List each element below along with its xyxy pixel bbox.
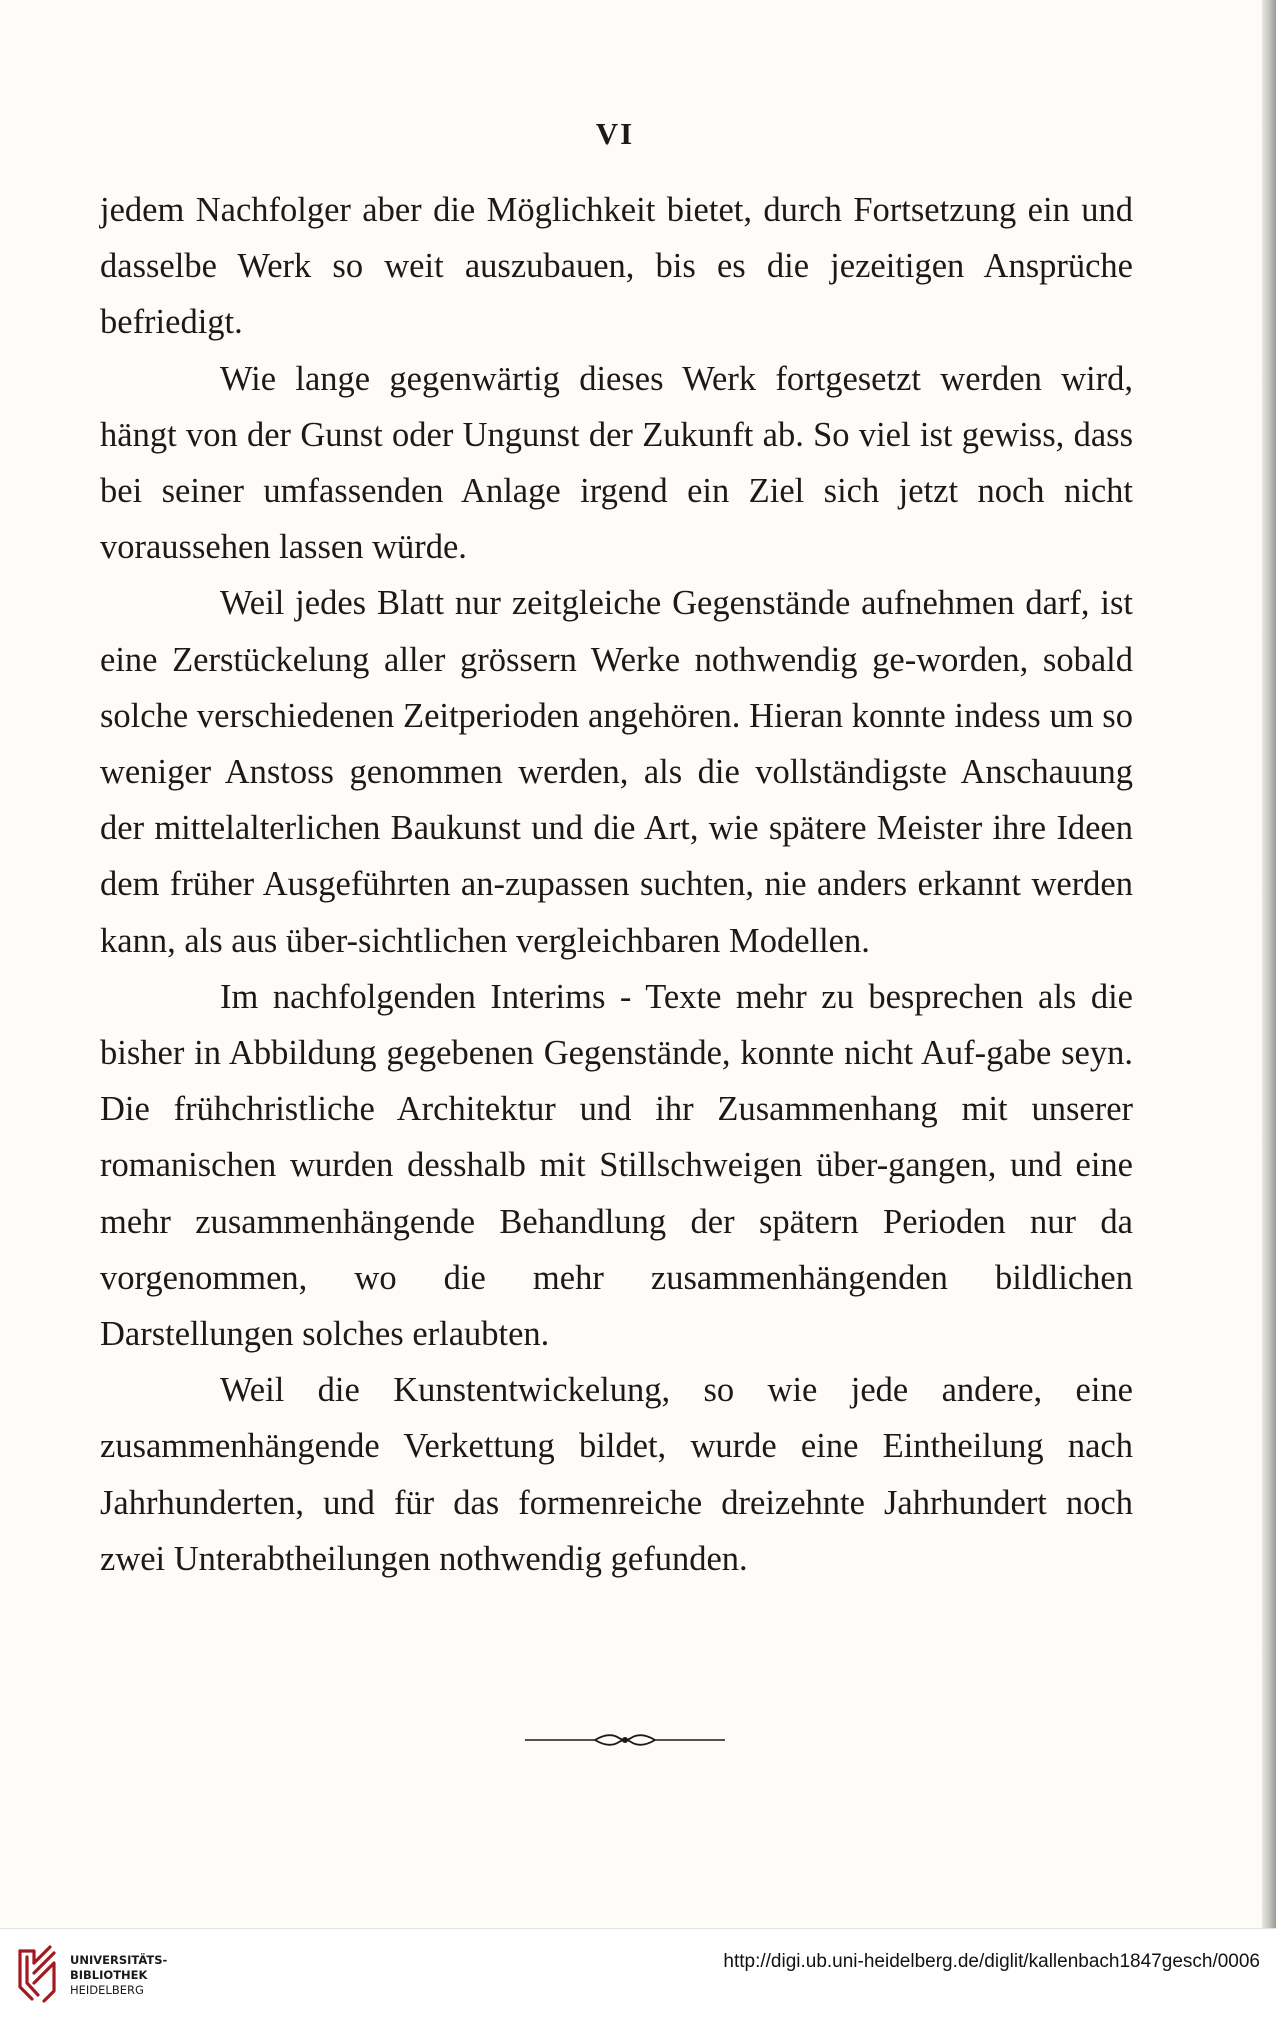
paragraph-1: jedem Nachfolger aber die Möglichkeit bietet, durch Fortsetzung ein und dasselbe Werk so weit auszubauen, bis es die jezeitigen Ansprüche befriedigt. — [100, 191, 1133, 342]
paragraph-2: Wie lange gegenwärtig dieses Werk fortgesetzt werden wird, hängt von der Gunst oder Ungunst der Zukunft ab. So viel ist gewiss, dass bei seiner umfassenden Anlage irgend ein Ziel sich jetzt noch nicht voraussehen lassen würde. — [100, 359, 1133, 567]
page-edge-shadow — [1262, 0, 1276, 1928]
body-text — [100, 182, 1133, 1587]
source-url-link[interactable]: http://digi.ub.uni-heidelberg.de/diglit/kallenbach1847gesch/0006 — [723, 1951, 1260, 1972]
library-name — [70, 1953, 167, 1998]
paragraph-4: Im nachfolgenden Interims - Texte mehr zu besprechen als die bisher in Abbildung gegebenen Gegenstände, konnte nicht Auf-gabe seyn. Die frühchristliche Architektur und ihr Zusammenhang mit unserer romanischen wurden desshalb mit Stillschweigen über-gangen, und eine mehr zusammenhängende Behandlung der spätern Perioden nur da vorgenommen, wo die mehr zusammenhängenden bildlichen Darstellungen solches erlaubten. — [100, 977, 1133, 1354]
library-name-line-2: BIBLIOTHEK — [70, 1968, 148, 1982]
library-name-line-1: UNIVERSITÄTS- — [70, 1953, 168, 1967]
digitization-footer — [0, 1928, 1276, 2023]
paragraph-3: Weil jedes Blatt nur zeitgleiche Gegenstände aufnehmen darf, ist eine Zerstückelung aller grössern Werke nothwendig ge-worden, sobald solche verschiedenen Zeitperioden angehören. Hieran konnte indess um so weniger Anstoss genommen werden, als die vollständigste Anschauung der mittelalterlichen Baukunst und die Art, wie spätere Meister ihre Ideen dem früher Ausgeführten an-zupassen suchten, nie anders erkannt werden kann, als aus über-sichtlichen vergleichbaren Modellen. — [100, 584, 1133, 960]
page-number: VI — [595, 116, 635, 151]
library-name-line-3: HEIDELBERG — [70, 1983, 144, 1997]
ub-heidelberg-logo-icon — [14, 1943, 60, 2003]
paragraph-5: Weil die Kunstentwickelung, so wie jede andere, eine zusammenhängende Verkettung bildet, wurde eine Eintheilung nach Jahrhunderten, und für das formenreiche dreizehnte Jahrhundert noch zwei Unterabtheilungen nothwendig gefunden. — [100, 1371, 1133, 1578]
typographic-ornament-icon — [525, 1730, 725, 1750]
